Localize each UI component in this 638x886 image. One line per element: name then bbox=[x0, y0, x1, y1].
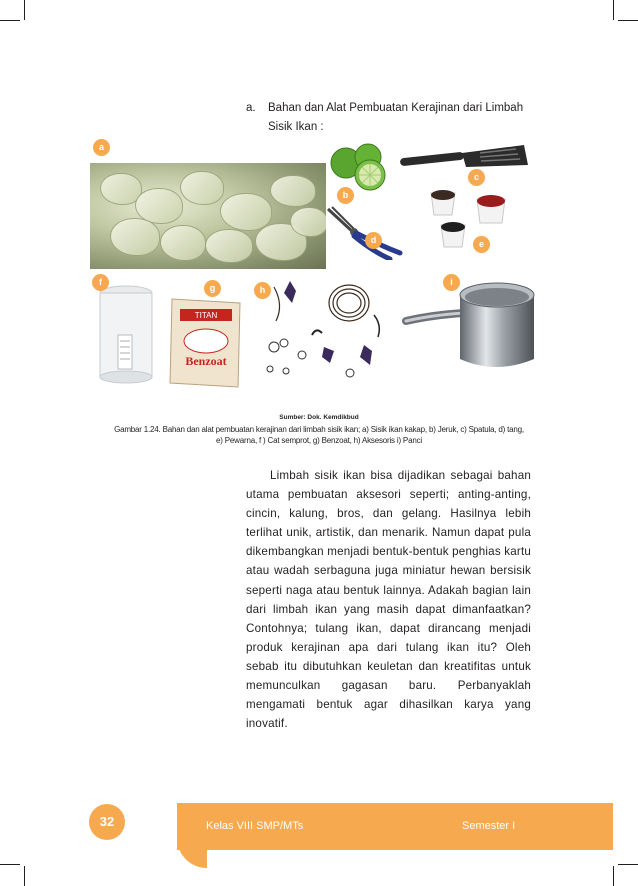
benzoat-pack-photo bbox=[166, 295, 246, 391]
benzoat-brand: TITAN bbox=[194, 311, 218, 320]
section-title: Bahan dan Alat Pembuatan Kerajinan dari Limbah Sisik Ikan : bbox=[268, 102, 524, 133]
crop-mark bbox=[0, 20, 20, 21]
crop-mark bbox=[613, 866, 614, 886]
pan-photo bbox=[402, 275, 542, 383]
label-e-badge: e bbox=[473, 236, 490, 253]
crop-mark bbox=[618, 20, 638, 21]
crop-mark bbox=[0, 864, 20, 865]
crop-mark bbox=[24, 866, 25, 886]
label-d-badge: d bbox=[365, 232, 382, 249]
materials-figure bbox=[88, 135, 548, 405]
label-f-badge: f bbox=[92, 274, 109, 291]
spray-paint-photo bbox=[94, 285, 158, 385]
accessories-photo bbox=[254, 275, 394, 387]
figure-source: Sumber: Dok. Kemdikbud bbox=[279, 414, 359, 421]
page-number: 32 bbox=[89, 804, 125, 840]
label-h-badge: h bbox=[254, 282, 271, 299]
benzoat-label: Benzoat bbox=[185, 354, 227, 368]
footer-semester-label: Semester I bbox=[462, 820, 516, 832]
figure-caption: Gambar 1.24. Bahan dan alat pembuatan kerajinan dari limbah sisik ikan; a) Sisik ikan kakap, b) Jeruk, c) Spatula, d) tang, e) Pewarna, f ) Cat semprot, g) Benzoat, h) Aksesoris i) Panci bbox=[114, 425, 524, 445]
label-g-badge: g bbox=[204, 280, 221, 297]
crop-mark bbox=[24, 0, 25, 20]
label-i-badge: i bbox=[443, 274, 460, 291]
footer-class-label: Kelas VIII SMP/MTs bbox=[206, 820, 304, 832]
fish-scales-photo bbox=[90, 163, 326, 269]
pliers-photo bbox=[324, 205, 404, 260]
crop-mark bbox=[613, 0, 614, 20]
label-c-badge: c bbox=[468, 169, 485, 186]
label-b-badge: b bbox=[337, 187, 354, 204]
label-a-badge: a bbox=[93, 139, 110, 156]
section-letter: a. bbox=[246, 102, 256, 114]
body-paragraph: Limbah sisik ikan bisa dijadikan sebagai bahan utama pembuatan aksesori seperti; anting-anting, cincin, kalung, bros, dan gelang. Hasilnya lebih terlihat unik, artistik, dan menarik. Namun dapat pula dikembangkan menjadi bentuk-bentuk penghias kartu atau wadah serbaguna juga miniatur hewan bersisik seperti naga atau bentuk lainnya. Adakah bagian lain dari limbah ikan yang masih dapat dimanfaatkan? Contohnya; tulang ikan, dapat dirancang menjadi produk kerajinan apa dari tulang ikan itu? Oleh sebab itu dibutuhkan keuletan dan kreatifitas untuk memunculkan gagasan baru. Perbanyaklah mengamati bentuk agar dihasilkan karya yang inovatif. bbox=[246, 469, 532, 731]
lime-photo bbox=[326, 141, 396, 193]
spatula-photo bbox=[396, 141, 536, 181]
crop-mark bbox=[618, 864, 638, 865]
